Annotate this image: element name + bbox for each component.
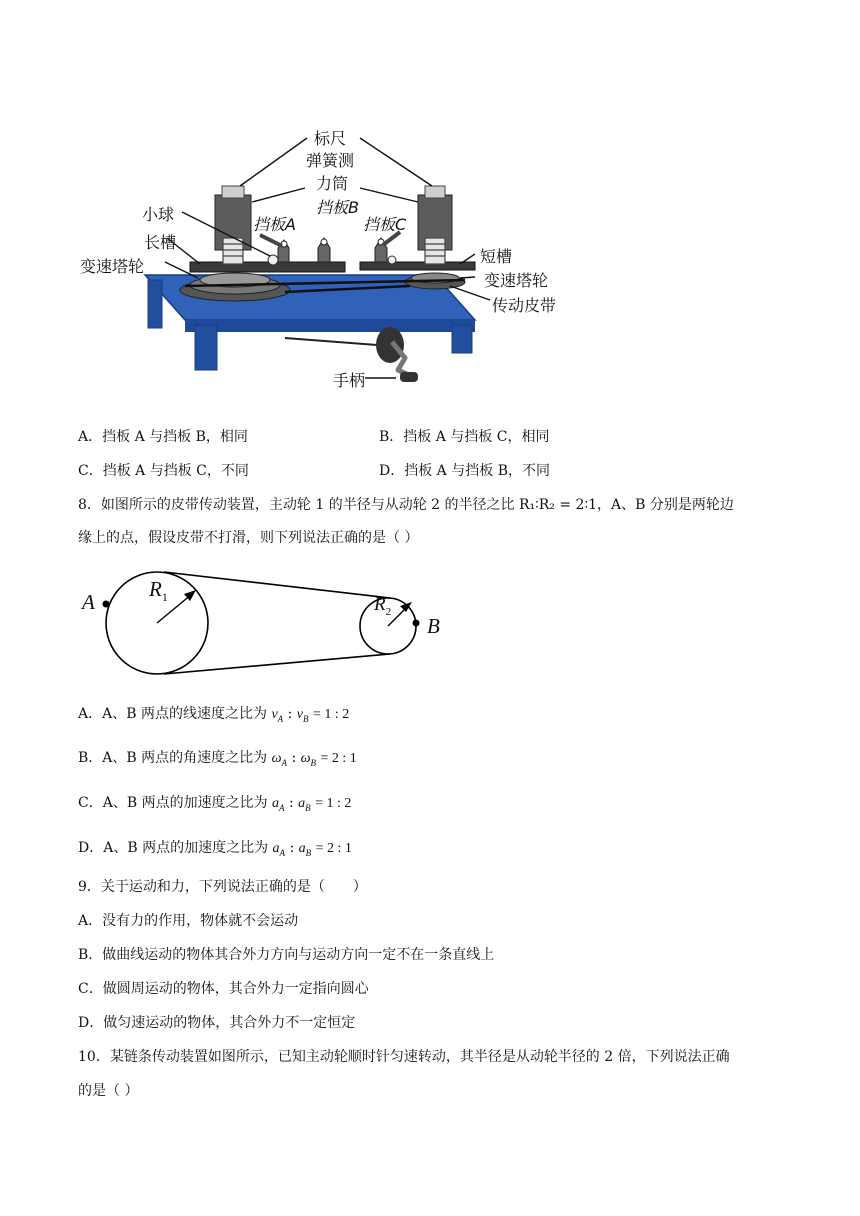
ruler-right (425, 186, 445, 198)
label-ruler: 标尺 (314, 129, 347, 148)
table-edge (185, 320, 475, 332)
q8-option-d[interactable]: D．A、B 两点的加速度之比为 $a_A$ : $a_B = 2$ : 1 (78, 840, 352, 858)
label-r2: $R_2$ (374, 594, 392, 618)
crank-wheel (376, 327, 404, 363)
handle-grip (400, 372, 418, 382)
q8-stem-line2: 缘上的点，假设皮带不打滑，则下列说法正确的是（ ） (78, 530, 419, 546)
q7-option-a[interactable]: A．挡板 A 与挡板 B，相同 (78, 429, 248, 445)
label-baffle-c: 挡板C (363, 215, 407, 234)
label-variable-wheel-right: 变速塔轮 (484, 271, 549, 290)
label-spring-meter-1: 弹簧测 (306, 151, 355, 170)
label-r1: $R_1$ (149, 577, 168, 605)
belt-drive-figure (78, 560, 458, 685)
q7-option-c[interactable]: C．挡板 A 与挡板 C，不同 (78, 463, 249, 479)
short-groove (360, 262, 475, 270)
label-point-a: A (82, 590, 95, 614)
point-b-dot (413, 620, 420, 627)
label-short-groove: 短槽 (480, 247, 513, 266)
q8-stem-line1: 8．如图所示的皮带传动装置，主动轮 1 的半径与从动轮 2 的半径之比 R₁∶R₂ = 2∶1，A、B 分别是两轮边 (78, 497, 734, 513)
q9-option-d[interactable]: D．做匀速运动的物体，其合外力不一定恒定 (78, 1015, 356, 1031)
q9-option-a[interactable]: A．没有力的作用，物体就不会运动 (78, 913, 299, 929)
long-groove (190, 262, 345, 272)
small-ball-right (388, 256, 396, 264)
q7-option-d[interactable]: D．挡板 A 与挡板 B，不同 (379, 463, 550, 479)
label-long-groove: 长槽 (144, 233, 177, 252)
label-point-b: B (427, 614, 440, 638)
point-a-dot (103, 601, 110, 608)
q8-option-c[interactable]: C．A、B 两点的加速度之比为 $a_A$ : $a_B = 1$ : 2 (78, 795, 352, 813)
label-belt: 传动皮带 (492, 296, 557, 315)
table-leg (148, 280, 162, 328)
q8-option-a[interactable]: A．A、B 两点的线速度之比为 $v_A$ : $v_B = 1$ : 2 (78, 706, 350, 724)
label-variable-wheel-left: 变速塔轮 (80, 257, 145, 276)
label-spring-meter-2: 力筒 (316, 174, 349, 193)
ruler-left (222, 186, 244, 198)
table-leg (195, 325, 217, 370)
q7-option-b[interactable]: B．挡板 A 与挡板 C，相同 (379, 429, 550, 445)
label-small-ball: 小球 (142, 205, 175, 224)
label-handle: 手柄 (333, 371, 366, 390)
label-baffle-b: 挡板B (316, 198, 359, 217)
q8-option-b[interactable]: B．A、B 两点的角速度之比为 $\omega_A$ : $\omega_B = 2$ : 1 (78, 750, 357, 768)
q10-stem-line1: 10．某链条传动装置如图所示，已知主动轮顺时针匀速转动，其半径是从动轮半径的 2 倍，下列说法正确 (78, 1049, 730, 1065)
q9-option-b[interactable]: B．做曲线运动的物体其合外力方向与运动方向一定不在一条直线上 (78, 947, 495, 963)
label-baffle-a: 挡板A (253, 215, 296, 234)
belt-bottom (164, 654, 390, 674)
q9-option-c[interactable]: C．做圆周运动的物体，其合外力一定指向圆心 (78, 981, 369, 997)
table-leg (452, 325, 472, 353)
q9-stem: 9．关于运动和力，下列说法正确的是（ ） (78, 879, 367, 895)
q10-stem-line2: 的是（ ） (78, 1083, 139, 1099)
belt-top (164, 572, 390, 598)
